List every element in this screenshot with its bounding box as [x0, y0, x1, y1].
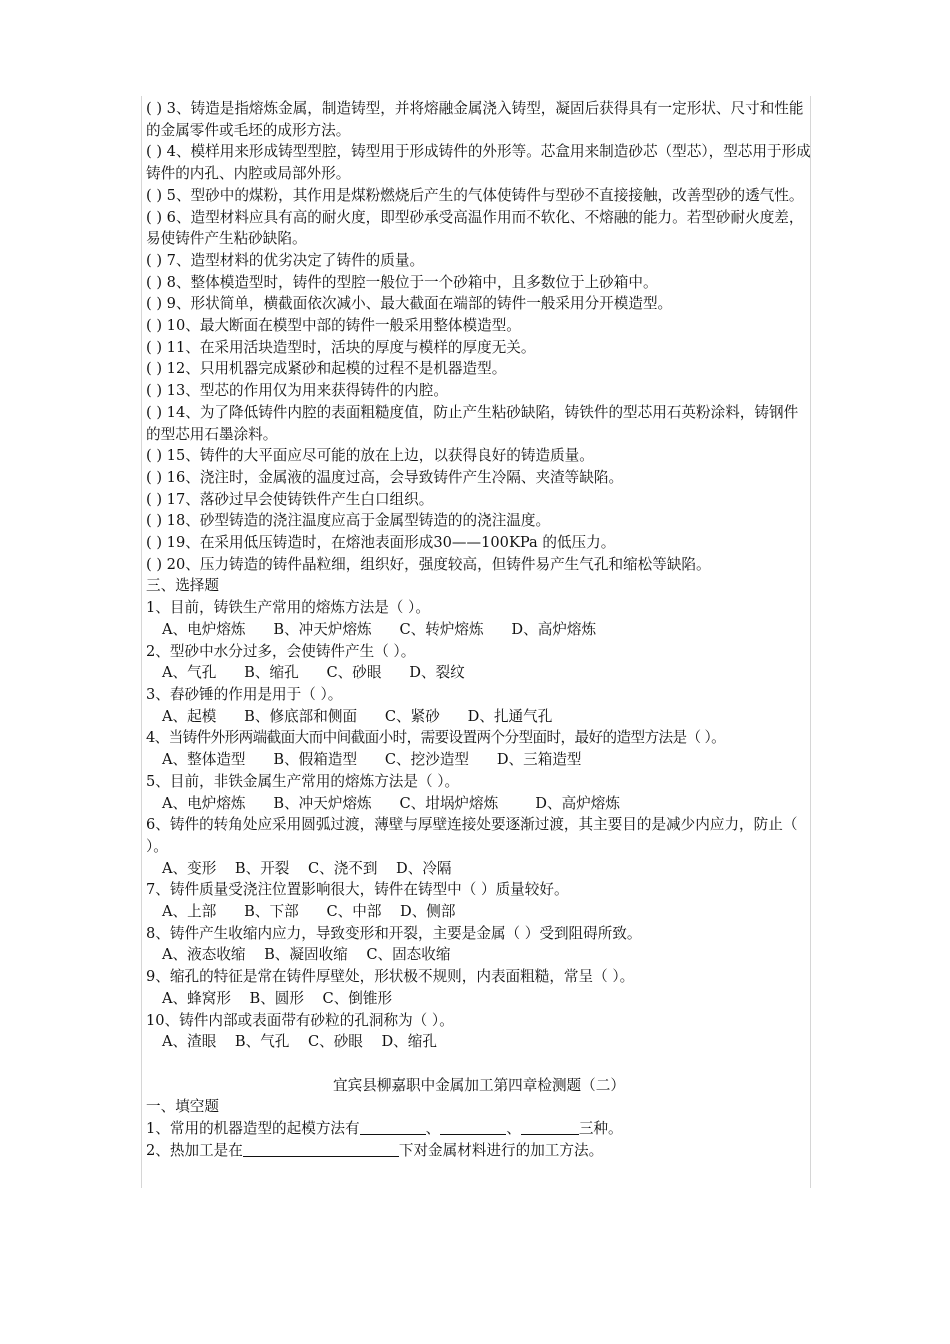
choice-question-7: 7、铸件质量受浇注位置影响很大，铸件在铸型中（ ）质量较好。	[146, 881, 569, 899]
choice-question-1: 1、目前，铸铁生产常用的熔炼方法是（ ）。	[146, 599, 430, 617]
fill-question-2	[146, 1140, 812, 1162]
judge-question-7: ( ) 7、造型材料的优劣决定了铸件的质量。	[146, 251, 425, 269]
judge-question-17: ( ) 17、落砂过早会使铸铁件产生白口组织。	[146, 490, 434, 508]
answer-blank[interactable]	[243, 1140, 399, 1157]
choice-options-10: A、渣眼 B、气孔 C、砂眼 D、缩孔	[162, 1033, 437, 1051]
choice-options-8: A、液态收缩 B、凝固收缩 C、固态收缩	[162, 946, 451, 964]
choice-question-2: 2、型砂中水分过多，会使铸件产生（ ）。	[146, 642, 416, 660]
judge-question-14: ( ) 14、为了降低铸件内腔的表面粗糙度值，防止产生粘砂缺陷，铸铁件的型芯用石英粉涂料，铸钢件的型芯用石墨涂料。	[146, 403, 799, 443]
fill-question-2-end: 下对金属材料进行的加工方法。	[398, 1141, 604, 1159]
judge-question-12: ( ) 12、只用机器完成紧砂和起模的过程不是机器造型。	[146, 360, 507, 378]
choice-options-9: A、蜂窝形 B、圆形 C、倒锥形	[162, 989, 393, 1007]
judge-question-5: ( ) 5、型砂中的煤粉，其作用是煤粉燃烧后产生的气体使铸件与型砂不直接接触，改善型砂的透气性。	[146, 186, 804, 204]
judge-question-8: ( ) 8、整体模造型时，铸件的型腔一般位于一个砂箱中，且多数位于上砂箱中。	[146, 273, 658, 291]
document-page	[141, 96, 811, 1188]
choice-options-4: A、整体造型 B、假箱造型 C、挖沙造型 D、三箱造型	[162, 751, 582, 769]
choice-options-1: A、电炉熔炼 B、冲天炉熔炼 C、转炉熔炼 D、高炉熔炼	[162, 620, 597, 638]
judge-question-16: ( ) 16、浇注时，金属液的温度过高，会导致铸件产生冷隔、夹渣等缺陷。	[146, 468, 624, 486]
judge-question-19: ( ) 19、在采用低压铸造时，在熔池表面形成30——100KPa 的低压力。	[146, 534, 616, 552]
judge-question-13: ( ) 13、型芯的作用仅为用来获得铸件的内腔。	[146, 382, 448, 400]
judge-question-15: ( ) 15、铸件的大平面应尽可能的放在上边，以获得良好的铸造质量。	[146, 447, 594, 465]
document-content	[146, 98, 812, 1161]
choice-question-3: 3、舂砂锤的作用是用于（ ）。	[146, 685, 343, 703]
choice-options-6: A、变形 B、开裂 C、浇不到 D、冷隔	[162, 859, 452, 877]
fill-question-1	[146, 1118, 812, 1140]
judge-question-6: ( ) 6、造型材料应具有高的耐火度，即型砂承受高温作用而不软化、不熔融的能力。若型砂耐火度差，易使铸件产生粘砂缺陷。	[146, 208, 804, 248]
choice-options-7: A、上部 B、下部 C、中部 D、侧部	[162, 903, 456, 921]
fill-question-2-text: 2、热加工是在	[146, 1141, 243, 1159]
judge-question-18: ( ) 18、砂型铸造的浇注温度应高于金属型铸造的的浇注温度。	[146, 512, 551, 530]
judge-question-4: ( ) 4、模样用来形成铸型型腔，铸型用于形成铸件的外形等。芯盒用来制造砂芯（型芯），型芯用于形成铸件的内孔、内腔或局部外形。	[146, 143, 811, 183]
section-heading-fill: 一、填空题	[146, 1098, 219, 1116]
choice-options-2: A、气孔 B、缩孔 C、砂眼 D、裂纹	[162, 664, 465, 682]
fill-separator: 、	[425, 1120, 441, 1138]
answer-blank[interactable]	[360, 1118, 426, 1135]
choice-question-5: 5、目前，非铁金属生产常用的熔炼方法是（ ）。	[146, 772, 460, 790]
fill-separator: 、	[506, 1120, 521, 1138]
fill-question-1-text: 1、常用的机器造型的起模方法有	[146, 1120, 360, 1138]
judge-question-11: ( ) 11、在采用活块造型时，活块的厚度与模样的厚度无关。	[146, 338, 536, 356]
choice-options-5: A、电炉熔炼 B、冲天炉熔炼 C、坩埚炉熔炼 D、高炉熔炼	[162, 794, 620, 812]
choice-question-9: 9、缩孔的特征是常在铸件厚壁处，形状极不规则，内表面粗糙，常呈（ ）。	[146, 968, 635, 986]
choice-options-3: A、起模 B、修底部和侧面 C、紧砂 D、扎通气孔	[162, 707, 553, 725]
choice-question-8: 8、铸件产生收缩内应力，导致变形和开裂，主要是金属（ ）受到阻碍所致。	[146, 924, 642, 942]
choice-question-6: 6、铸件的转角处应采用圆弧过渡，薄壁与厚壁连接处要逐渐过渡，其主要目的是减少内应力，防止（ ）。	[146, 816, 798, 855]
choice-question-10: 10、铸件内部或表面带有砂粒的孔洞称为（ ）。	[146, 1011, 454, 1029]
judge-question-20: ( ) 20、压力铸造的铸件晶粒细，组织好，强度较高，但铸件易产生气孔和缩松等缺陷。	[146, 555, 711, 573]
answer-blank[interactable]	[440, 1118, 506, 1135]
judge-question-3: ( ) 3、铸造是指熔炼金属，制造铸型，并将熔融金属浇入铸型，凝固后获得具有一定形状、尺寸和性能的金属零件或毛坯的成形方法。	[146, 100, 804, 139]
fill-question-1-end: 三种。	[578, 1120, 623, 1138]
answer-blank[interactable]	[521, 1118, 579, 1135]
choice-question-4: 4、当铸件外形两端截面大而中间截面小时，需要设置两个分型面时，最好的造型方法是（ ）。	[146, 729, 726, 747]
judge-question-10: ( ) 10、最大断面在模型中部的铸件一般采用整体模造型。	[146, 317, 521, 335]
section-heading-choice: 三、选择题	[146, 577, 219, 595]
judge-question-9: ( ) 9、形状简单，横截面依次减小、最大截面在端部的铸件一般采用分开模造型。	[146, 295, 673, 313]
exam-title: 宜宾县柳嘉职中金属加工第四章检测题（二）	[333, 1076, 625, 1094]
